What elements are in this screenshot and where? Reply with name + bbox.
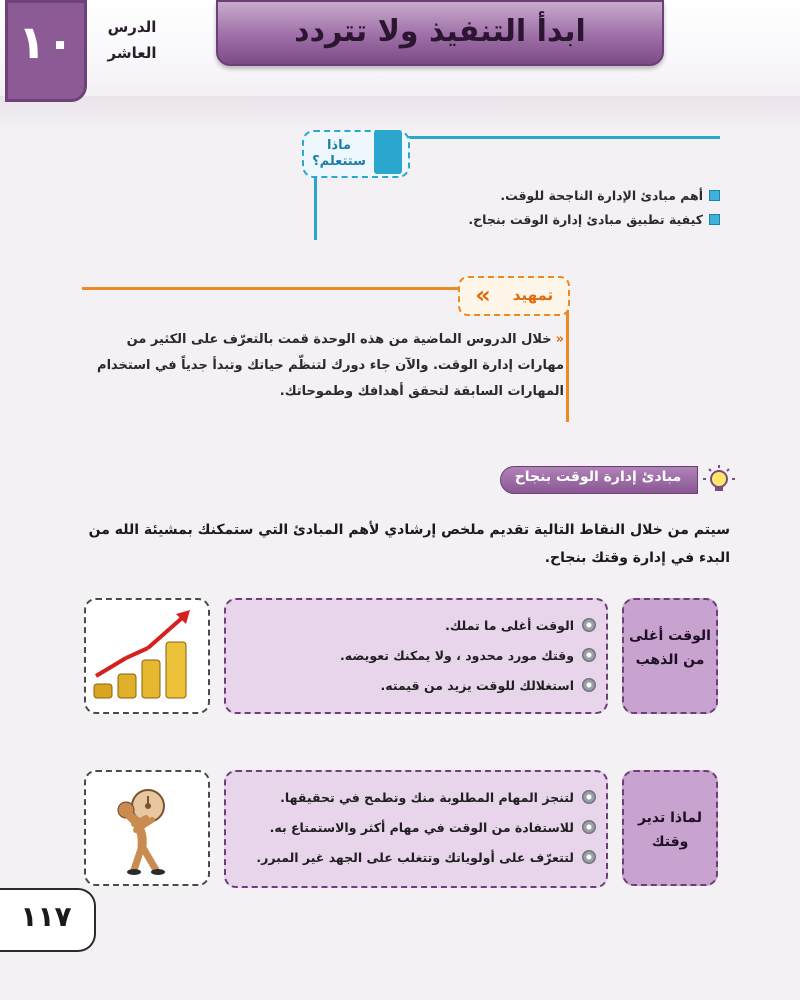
page-title: ابدأ التنفيذ ولا تتردد bbox=[294, 14, 586, 49]
bullet-list bbox=[236, 782, 596, 872]
tired-figure-image bbox=[84, 770, 210, 886]
title-banner bbox=[216, 0, 664, 66]
card-tag-line2: من الذهب bbox=[635, 652, 705, 668]
card-tag-text bbox=[624, 806, 716, 854]
header-strip bbox=[0, 96, 800, 130]
page-number: ١١٧ bbox=[20, 900, 72, 933]
list-item bbox=[236, 842, 596, 872]
lesson-label-line1: الدرس bbox=[107, 18, 157, 36]
bullet-text: الوقت أغلى ما تملك. bbox=[445, 617, 574, 633]
card-tag-line2: وقتك bbox=[651, 834, 689, 850]
learn-badge-line1: ماذا bbox=[326, 138, 352, 153]
bullet-text: استغلالك للوقت يزيد من قيمته. bbox=[380, 677, 574, 693]
bullet-list bbox=[236, 610, 596, 700]
bullet-text: لتتعرّف على أولوياتك وتتغلب على الجهد غير المبرر. bbox=[256, 849, 574, 865]
card-tag-text bbox=[624, 624, 716, 672]
list-item bbox=[236, 670, 596, 700]
intro-divider bbox=[82, 287, 468, 290]
section-lead: سيتم من خلال النقاط التالية تقديم ملخص إرشادي لأهم المبادئ التي ستمكنك بمشيئة الله من البدء في إدارة وقتك بنجاح. bbox=[88, 522, 730, 566]
bullet-text: وقتك مورد محدود ، ولا يمكنك تعويضه. bbox=[340, 647, 574, 663]
double-chevron-icon: « bbox=[475, 281, 491, 309]
list-item bbox=[236, 610, 596, 640]
gear-bullet-icon bbox=[582, 850, 596, 864]
list-item bbox=[236, 640, 596, 670]
card-tag bbox=[622, 598, 718, 714]
bullet-text: للاستفادة من الوقت في مهام أكثر والاستمتاع به. bbox=[269, 819, 574, 835]
intro-text: خلال الدروس الماضية من هذه الوحدة قمت بالتعرّف على الكثير من مهارات إدارة الوقت. والآن جاء دورك لتنظّم حياتك وتبدأ جدياً في استخدام المهارات السابقة لتحقق أهدافك وطموحاتك. bbox=[97, 332, 564, 399]
lightbulb-icon bbox=[702, 464, 736, 498]
card-bullets-box bbox=[224, 598, 608, 714]
lesson-label-line2: العاشر bbox=[107, 44, 157, 62]
lesson-label bbox=[92, 14, 172, 66]
card-tag-line1: الوقت أغلى bbox=[629, 628, 711, 644]
intro-label: تمهيد bbox=[512, 286, 554, 304]
list-item bbox=[420, 207, 720, 231]
learn-item-text: كيفية تطبيق مبادئ إدارة الوقت بنجاح. bbox=[468, 211, 703, 227]
learn-list bbox=[420, 183, 720, 231]
learn-badge-text bbox=[304, 138, 374, 170]
learn-badge-line2: ستتعلم؟ bbox=[312, 154, 366, 169]
tired-figure-icon bbox=[86, 772, 208, 884]
card-tag bbox=[622, 770, 718, 886]
book-icon bbox=[374, 130, 402, 174]
card-tag-line1: لماذا تدير bbox=[637, 810, 703, 826]
gear-bullet-icon bbox=[582, 618, 596, 632]
chevron-left-icon: « bbox=[555, 332, 564, 347]
gold-coins-chart-icon bbox=[86, 600, 208, 712]
square-bullet-icon bbox=[709, 190, 720, 201]
gear-bullet-icon bbox=[582, 678, 596, 692]
gear-bullet-icon bbox=[582, 790, 596, 804]
list-item bbox=[236, 812, 596, 842]
card-bullets-box bbox=[224, 770, 608, 888]
section-title: مبادئ إدارة الوقت بنجاح bbox=[514, 469, 682, 485]
gear-bullet-icon bbox=[582, 648, 596, 662]
learn-item-text: أهم مبادئ الإدارة الناجحة للوقت. bbox=[500, 187, 703, 203]
intro-paragraph bbox=[92, 327, 564, 405]
bullet-text: لتنجز المهام المطلوبة منك وتطمح في تحقيقها. bbox=[280, 789, 574, 805]
gold-coins-image bbox=[84, 598, 210, 714]
gear-bullet-icon bbox=[582, 820, 596, 834]
learn-divider bbox=[402, 136, 720, 139]
square-bullet-icon bbox=[709, 214, 720, 225]
intro-vertical-line bbox=[566, 310, 569, 422]
list-item bbox=[420, 183, 720, 207]
list-item bbox=[236, 782, 596, 812]
lesson-number: ١٠ bbox=[17, 15, 75, 69]
learn-vertical-line bbox=[314, 176, 317, 240]
lesson-number-badge bbox=[5, 0, 87, 102]
